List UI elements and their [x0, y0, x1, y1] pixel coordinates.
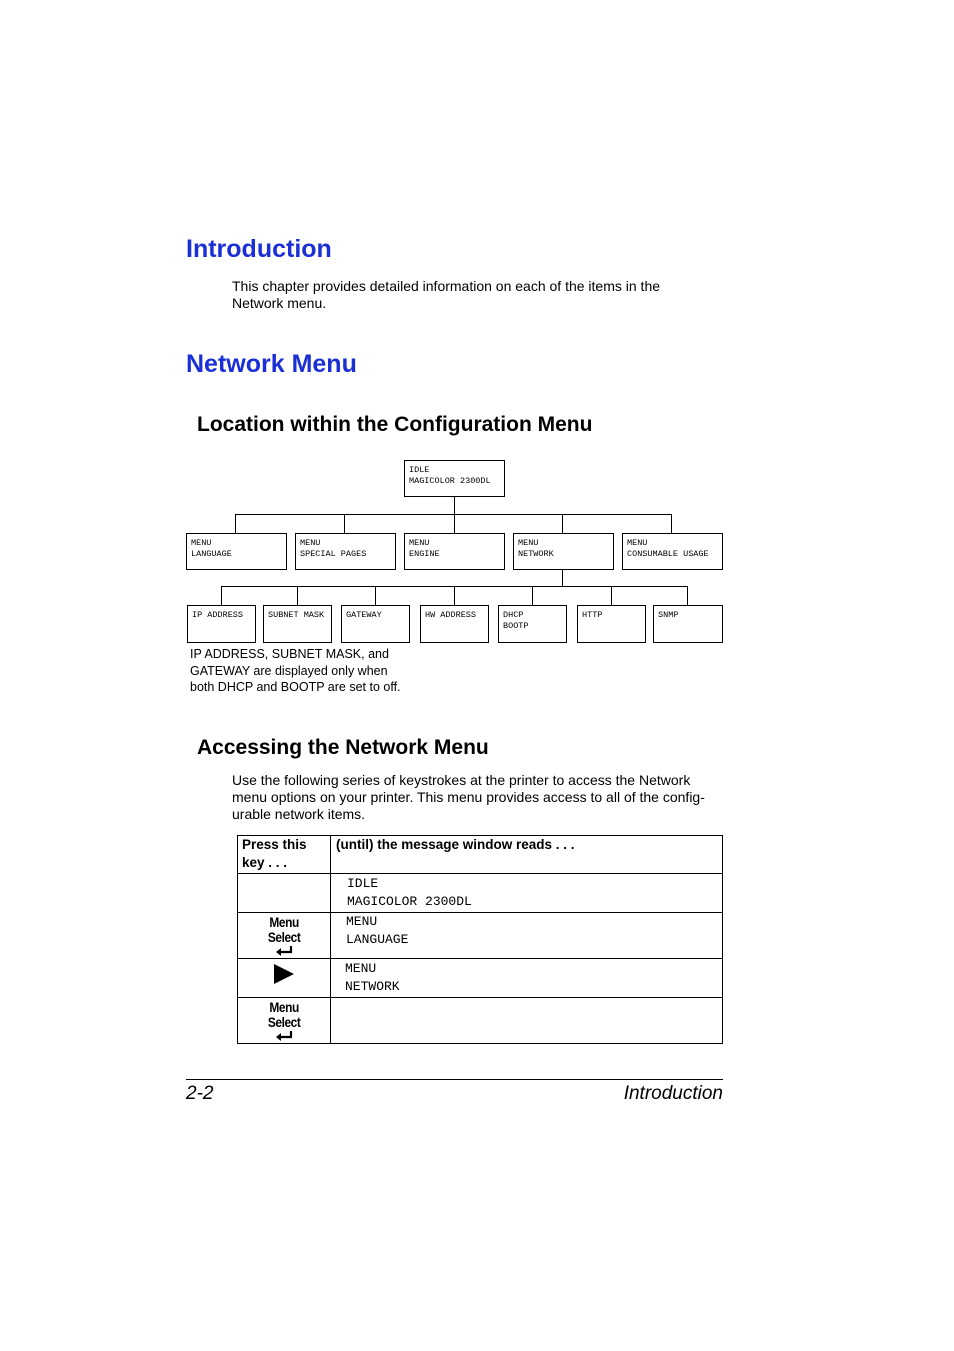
message-cell: [331, 913, 723, 959]
network-menu-heading: Network Menu: [186, 350, 357, 378]
header-reads-label: (until) the message window reads . . .: [336, 837, 575, 852]
connector-line: [611, 586, 612, 605]
location-heading: Location within the Configuration Menu: [197, 413, 593, 436]
introduction-paragraph-line: Network menu.: [232, 295, 327, 311]
message-text: MENU NETWORK: [345, 961, 400, 994]
connector-line: [562, 514, 563, 533]
right-triangle-icon: [272, 963, 296, 985]
diagram-note-line: IP ADDRESS, SUBNET MASK, and: [190, 647, 389, 661]
menu-select-key: [238, 998, 330, 1042]
header-cell-reads: [331, 836, 723, 874]
key-cell: [238, 874, 331, 913]
connector-line: [454, 496, 455, 515]
message-text: [331, 998, 722, 999]
footer-page-number: 2-2: [186, 1083, 214, 1104]
diagram-dhcp-bootp-box: DHCP BOOTP: [498, 605, 567, 643]
enter-arrow-icon: [274, 1030, 294, 1042]
menu-select-key: [238, 913, 330, 957]
table-row: [238, 874, 723, 913]
diagram-note: [190, 646, 401, 696]
diagram-menu-language-box: MENU LANGUAGE: [186, 533, 287, 570]
connector-line: [375, 586, 376, 605]
menu-select-label: Menu Select: [267, 999, 301, 1030]
diagram-menu-special-pages-box: MENU SPECIAL PAGES: [295, 533, 396, 570]
table-row: [238, 959, 723, 998]
menu-select-label: Menu Select: [267, 914, 301, 945]
footer-chapter: Introduction: [623, 1083, 723, 1104]
table-row: [238, 913, 723, 959]
diagram-http-box: HTTP: [577, 605, 646, 643]
header-cell-press: [238, 836, 331, 874]
diagram-menu-engine-box: MENU ENGINE: [404, 533, 505, 570]
message-cell: [331, 998, 723, 1044]
table-header-row: [238, 836, 723, 874]
message-text: IDLE MAGICOLOR 2300DL: [347, 876, 472, 909]
diagram-root-box: IDLE MAGICOLOR 2300DL: [404, 460, 505, 497]
keystroke-table: [237, 835, 723, 1044]
diagram-ip-address-box: IP ADDRESS: [187, 605, 256, 643]
diagram-note-line: GATEWAY are displayed only when: [190, 663, 388, 678]
introduction-paragraph-line: This chapter provides detailed information on each of the items in the: [232, 278, 661, 294]
connector-line: [235, 514, 236, 533]
diagram-menu-consumable-usage-box: MENU CONSUMABLE USAGE: [622, 533, 723, 570]
message-text: MENU LANGUAGE: [346, 914, 409, 947]
message-cell: [331, 874, 723, 913]
right-arrow-key: [238, 959, 330, 985]
accessing-paragraph-line: menu options on your printer. This menu provides access to all of the config-: [232, 789, 705, 805]
accessing-paragraph-line: Use the following series of keystrokes at the printer to access the Network: [232, 772, 691, 788]
connector-line: [687, 586, 688, 605]
connector-line: [454, 514, 455, 533]
header-press-label: Press this key . . .: [242, 837, 307, 870]
diagram-gateway-box: GATEWAY: [341, 605, 410, 643]
diagram-subnet-mask-box: SUBNET MASK: [263, 605, 332, 643]
diagram-note-line: both DHCP and BOOTP are set to off.: [190, 680, 401, 694]
connector-line: [532, 586, 533, 605]
key-cell: [238, 913, 331, 959]
accessing-paragraph-line: urable network items.: [232, 806, 366, 822]
accessing-heading: Accessing the Network Menu: [197, 736, 489, 759]
key-cell: [238, 998, 331, 1044]
connector-line: [344, 514, 345, 533]
connector-line: [671, 514, 672, 533]
enter-arrow-icon: [274, 945, 294, 957]
message-cell: [331, 959, 723, 998]
table-row: [238, 998, 723, 1044]
diagram-hw-address-box: HW ADDRESS: [420, 605, 489, 643]
connector-line: [454, 586, 455, 605]
diagram-snmp-box: SNMP: [653, 605, 723, 643]
key-cell: [238, 959, 331, 998]
connector-line: [562, 569, 563, 587]
connector-line: [221, 586, 222, 605]
introduction-heading: Introduction: [186, 235, 332, 263]
diagram-menu-network-box: MENU NETWORK: [513, 533, 614, 570]
accessing-paragraph: [232, 772, 742, 823]
connector-line: [297, 586, 298, 605]
footer-rule: [186, 1079, 723, 1080]
introduction-paragraph: [232, 278, 732, 312]
